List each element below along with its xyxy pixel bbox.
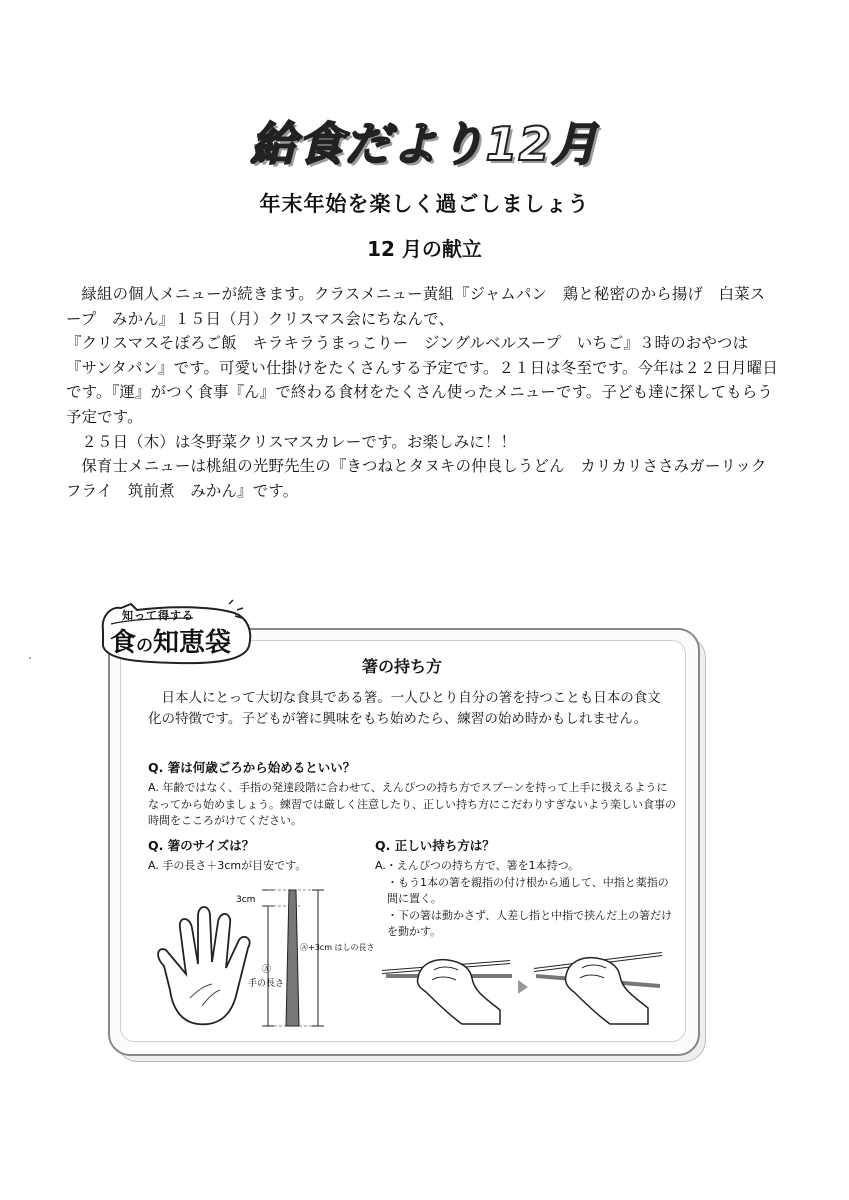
badge-small-text: 知って得する [122, 609, 194, 622]
qa-grip-line-3: ・下の箸は動かさず、人差し指と中指で挟んだ上の箸だけを動かす。 [387, 908, 673, 938]
qa-size [148, 836, 358, 875]
box-lead-text: 日本人にとって大切な食具である箸。一人ひとり自分の箸を持つことも日本の食文化の特徴です。子どもが箸に興味をもち始めたら、練習の始め時かもしれません。 [148, 690, 661, 727]
badge-title-main: 食 [110, 628, 137, 658]
arrow-icon [518, 980, 528, 994]
qa-grip-line-1: A.・えんぴつの持ち方で、箸を1本持つ。 [375, 859, 580, 872]
qa-size-answer: A. 手の長さ＋3cmが目安です。 [148, 859, 307, 872]
stray-mark [29, 657, 31, 659]
badge-title-no: の [136, 636, 154, 656]
menu-body [66, 282, 778, 503]
grip-step-1 [382, 960, 512, 1024]
page-subtitle: 年末年始を楽しく過ごしましょう [259, 192, 590, 216]
qa-size-question: Q. 箸のサイズは？ [148, 838, 255, 853]
box-lead [148, 688, 668, 729]
paragraph-1: 緑組の個人メニューが続きます。クラスメニュー黄組『ジャムパン 鶏と秘密のから揚げ 白菜スープ みかん』１５日（月）クリスマス会にちなんで、 [66, 285, 766, 328]
label-hand-length: 手の長さ [248, 979, 285, 989]
hand-size-diagram [150, 886, 375, 1036]
qa-grip [375, 836, 675, 941]
paragraph-4: 保育士メニューは桃組の光野先生の『きつねとタヌキの仲良しうどん カリカリささみガーリックフライ 筑前煮 みかん』です。 [66, 457, 767, 500]
chopstick-grip-illustration [378, 948, 668, 1028]
label-plus3: 3cm [236, 895, 256, 905]
badge-title-rest: 知恵袋 [153, 628, 232, 658]
menu-section-title: 12 月の献立 [367, 237, 482, 261]
qa-age [148, 758, 678, 830]
box-heading: 箸の持ち方 [361, 657, 442, 676]
qa-age-question: Q. 箸は何歳ごろから始めるといい？ [148, 760, 356, 775]
qa-age-answer: A. 年齢ではなく、手指の発達段階に合わせて、えんぴつの持ち方でスプーンを持って上手に扱えるようになってから始めましょう。練習では厳しく注意したり、正しい持ち方にこだわりすぎないよう楽しい食事の時間をこころがけてください。 [148, 781, 676, 827]
hand-outline [158, 907, 250, 1024]
qa-grip-question: Q. 正しい持ち方は？ [375, 838, 495, 853]
chopstick-shape [286, 890, 299, 1026]
paragraph-2: 『クリスマスそぼろご飯 キラキラうまっこりー ジングルベルスープ いちご』３時のおやつは『サンタパン』です。可愛い仕掛けをたくさんする予定です。２１日は冬至です。今年は２２日月曜日です。『運』がつく食事『ん』で終わる食材をたくさん使ったメニューです。子ども達に探してもらう予定です。 [66, 334, 778, 426]
label-chopstick-length: Ⓐ+3cm はしの長さ [300, 943, 375, 952]
grip-step-2 [534, 954, 662, 1024]
qa-grip-line-2: ・もう1本の箸を親指の付け根から通して、中指と薬指の間に置く。 [387, 875, 669, 905]
label-mark: Ⓐ [262, 965, 272, 975]
paragraph-3: ２５日（木）は冬野菜クリスマスカレーです。お楽しみに！！ [81, 432, 517, 451]
page-title: 給食だより12月 [250, 117, 599, 171]
